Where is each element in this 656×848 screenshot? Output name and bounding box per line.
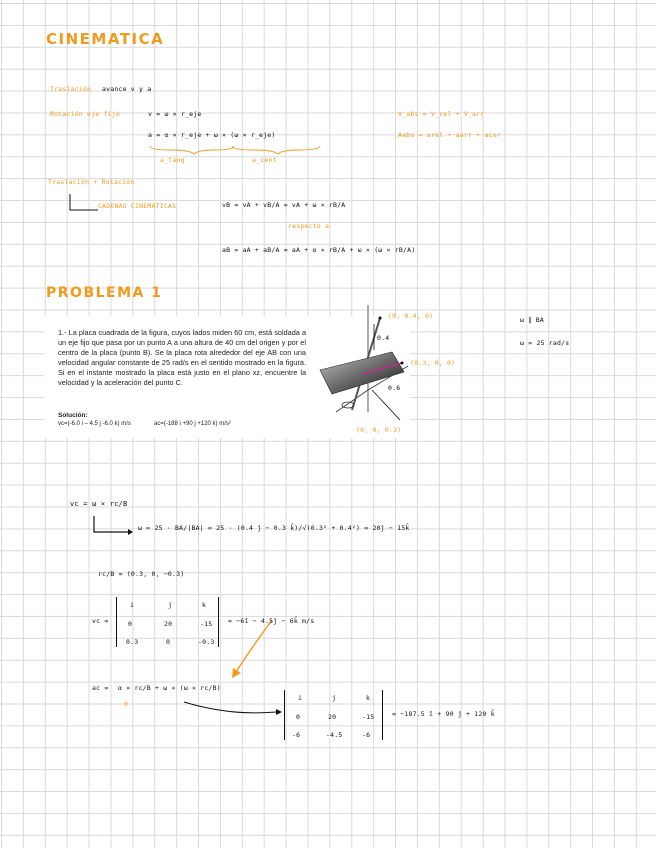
matrix1-cell: 0.3 [126,638,139,646]
aabs-formula: Aabs = arel + aarr + acor [398,131,501,139]
traslacion-label: Traslación [50,85,92,93]
matrix2-left-bar [284,690,285,740]
traslacion-text: avance v y a [102,85,152,93]
matrix2-cell: j [332,694,337,702]
ac-result: = −187.5 î + 90 ĵ + 120 k̂ [392,710,495,718]
fig-dim-2: 0.6 [388,384,401,392]
matrix2-cell: i [298,694,303,702]
solution-acceleration: ac=(-188 i +90 j +120 k) m/s² [154,421,231,427]
matrix1-cell: k [202,601,207,609]
solution-velocity: vc=(-6.0 i – 4.5 j -6.0 k) m/s [58,421,131,427]
v-formula: v = ω × r_eje [148,110,202,118]
fig-label-a: (0, 0.4, 0) [388,312,434,320]
vabs-formula: V_abs = V_rel + V_arr [398,110,485,118]
vc-result: = −6î − 4.5ĵ − 6k̂ m/s [228,617,315,625]
matrix1-cell: j [168,601,173,609]
vc-label: vc = [92,617,109,625]
matrix2-cell: 0 [296,713,301,721]
omega-line: ω = 25 · BA/|BA| = 25 · (0.4 ĵ − 0.3 k̂)/√(0.3² + 0.4²) = 20ĵ − 15k̂ [138,524,410,532]
a-tang-label: a_tang [160,156,185,164]
side-note-1: ω ∥ BA [520,316,545,324]
vb-formula: vB = vA + vB/A = vA + ω × rB/A [222,201,346,209]
vc-line: vc = ω × rc/B [70,500,128,508]
problem-text: 1.- La placa cuadrada de la figura, cuyos lados miden 60 cm, está soldada a un eje fijo que pasa por un punto A a una altura de 40 cm del origen y por el centro de la placa (punto B). Se la placa rota alrededor del eje AB con una velocidad angular constante de 25 rad/s en el sentido mostrado en la figura. Si en el instante mostrado la placa está justo en el plano xz, encuentre la velocidad y la aceleración del punto C. [58,328,306,387]
ac-formula: α × rc/B + ω × (ω × rc/B) [118,684,221,692]
trasl-rot-label: Traslación + Rotación [48,178,135,186]
a-formula: a = α × r_eje + ω × (ω × r_eje) [148,131,276,139]
matrix1-left-bar [116,597,117,647]
matrix2-cell: -6 [292,731,301,739]
problem-heading: PROBLEMA 1 [46,285,163,301]
matrix2-cell: k [366,694,371,702]
page-title: CINEMATICA [46,30,165,48]
cadenas-label: CADENAS CINEMATICAS [98,202,177,210]
side-note-2: ω = 25 rad/s [520,339,570,347]
rcb-line: rc/B = (0.3, 0, −0.3) [98,570,185,578]
matrix2-cell: -6 [362,731,371,739]
respecto-label: respecto a [288,222,330,230]
fig-dim-1: 0.4 [377,334,390,342]
ac-label: ac = [92,684,109,692]
matrix1-cell: -15 [200,620,213,628]
alpha-zero: 0 [124,700,129,708]
a-cent-label: a_cent [252,156,277,164]
solucion-label: Solución: [58,412,88,419]
matrix1-cell: 0 [128,620,133,628]
matrix2-cell: -4.5 [326,731,343,739]
matrix1-cell: i [130,601,135,609]
ab-formula: aB = aA + aB/A = aA + α × rB/A + ω × (ω × rB/A) [222,246,416,254]
matrix2-cell: -15 [362,713,375,721]
matrix2-cell: 20 [328,713,337,721]
fig-label-bottom: (0, 0, 0.3) [356,426,402,434]
matrix1-cell: 0 [166,638,171,646]
matrix1-cell: -0.3 [198,638,215,646]
matrix1-right-bar [218,597,219,647]
matrix1-cell: 20 [164,620,173,628]
fig-label-c: (0.3, 0, 0) [410,359,456,367]
matrix2-right-bar [382,690,383,740]
rot-eje-label: Rotación eje fijo [50,110,120,118]
